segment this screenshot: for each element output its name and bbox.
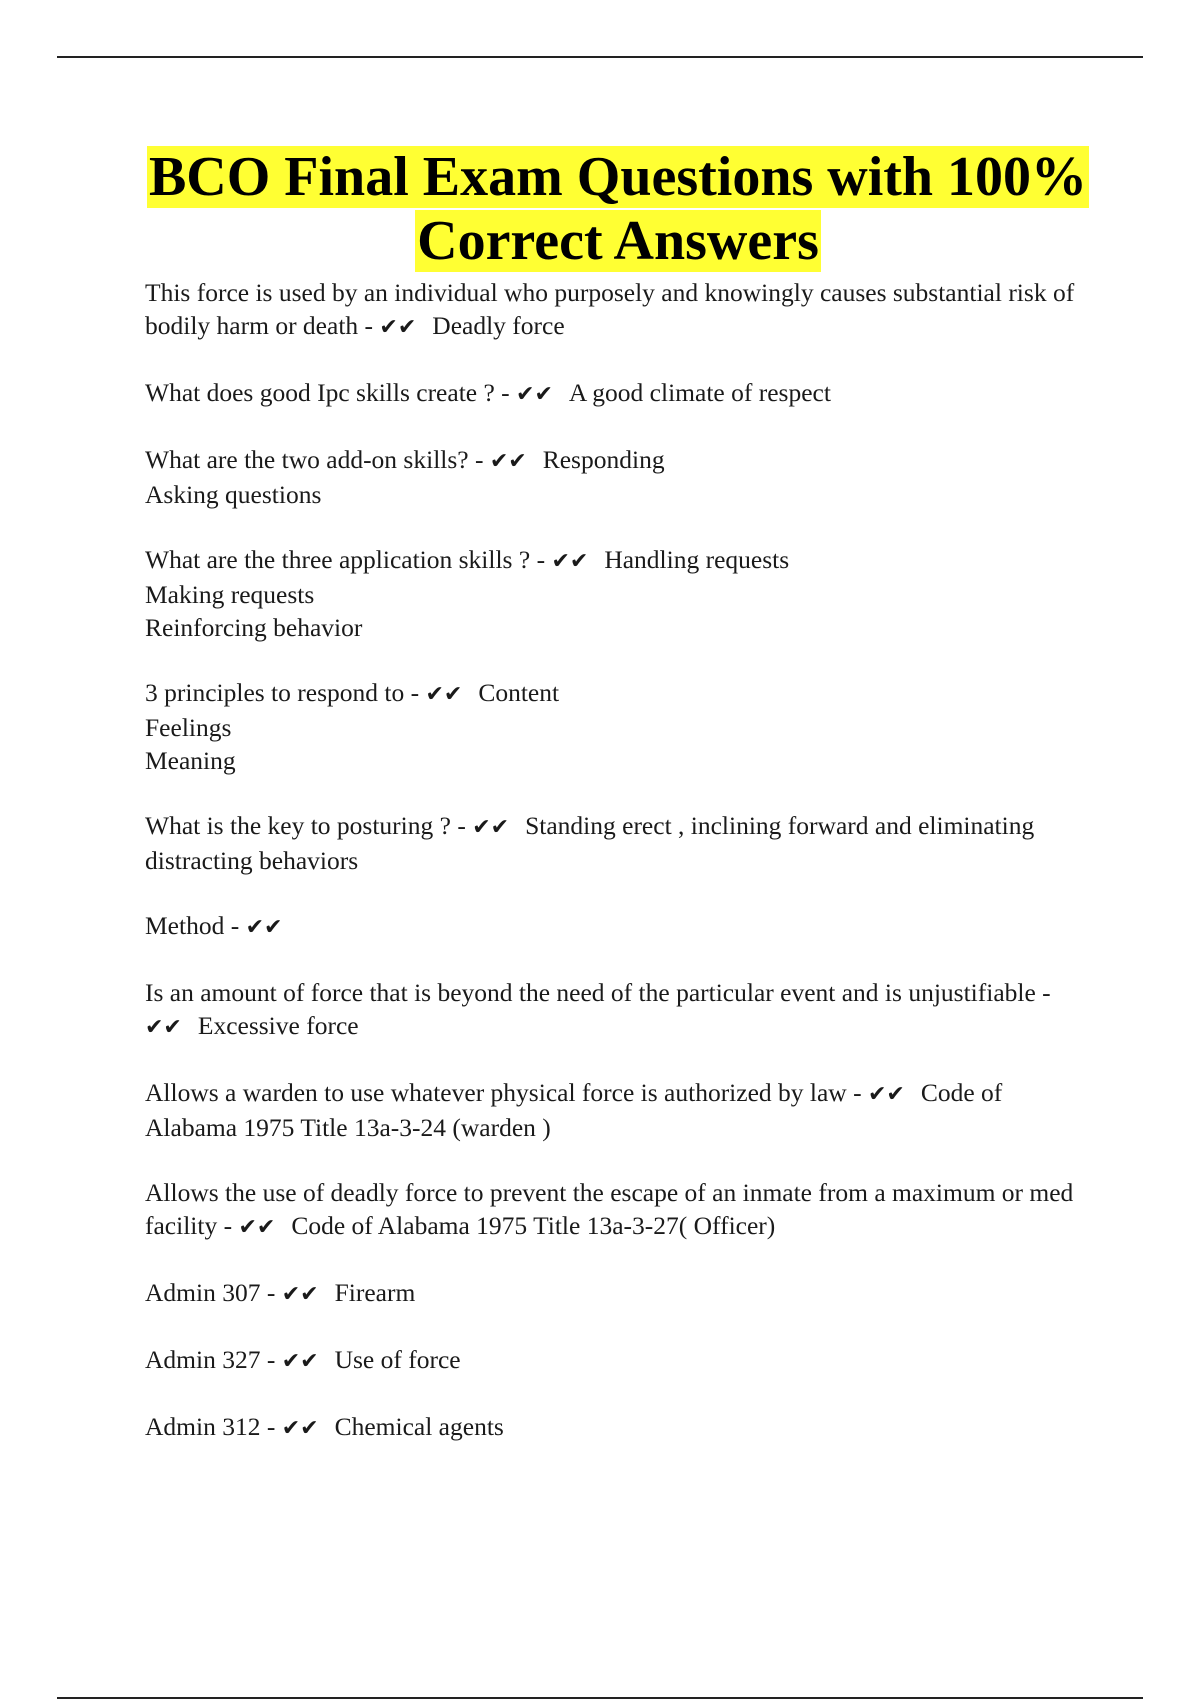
answer-line: Making requests [145,580,315,609]
qa-item [145,443,1095,511]
answer-text: Use of force [334,1345,461,1374]
question-text: Allows a warden to use whatever physical force is authorized by law [145,1078,847,1107]
separator: - [450,811,473,840]
qa-item [145,976,1095,1044]
bottom-rule [57,1697,1143,1699]
separator: - [468,445,490,474]
question-text: Admin 307 [145,1278,261,1307]
separator: - [358,311,380,340]
question-text: Admin 327 [145,1345,261,1374]
answer-line: Feelings [145,713,232,742]
double-check-icon: ✔✔ [281,1349,319,1374]
qa-first-line [145,376,1095,411]
qa-item [145,1276,1095,1311]
question-text: Admin 312 [145,1412,261,1441]
separator: - [494,378,517,407]
qa-first-line [145,1276,1095,1311]
answer-text: Standing erect , inclining forward and eliminating distracting behaviors [145,811,1035,875]
separator: - [530,545,552,574]
answer-line: Asking questions [145,480,322,509]
double-check-icon: ✔✔ [867,1082,905,1107]
qa-first-line [145,543,1095,578]
double-check-icon: ✔✔ [425,682,463,707]
double-check-icon: ✔✔ [379,315,417,340]
double-check-icon: ✔✔ [489,449,527,474]
answer-text: Excessive force [197,1011,359,1040]
answer-text: Chemical agents [334,1412,504,1441]
double-check-icon: ✔✔ [551,549,589,574]
double-check-icon: ✔✔ [281,1282,319,1307]
qa-item [145,909,1095,944]
answer-text: A good climate of respect [568,378,831,407]
answer-text: Responding [542,445,665,474]
qa-item [145,1076,1095,1144]
answer-line: Meaning [145,746,236,775]
answer-text: Handling requests [604,545,790,574]
double-check-icon: ✔✔ [281,1416,319,1441]
separator: - [260,1278,282,1307]
qa-first-line [145,1343,1095,1378]
question-text: This force is used by an individual who purposely and knowingly causes substantial risk of bodily harm or death [145,278,1075,340]
double-check-icon: ✔✔ [472,815,510,840]
qa-item [145,276,1095,344]
qa-first-line [145,276,1095,344]
separator: - [260,1345,282,1374]
qa-first-line [145,443,1095,478]
qa-first-line [145,976,1095,1044]
answer-text: Code of Alabama 1975 Title 13a-3-24 (warden ) [145,1078,1003,1142]
question-text: Method [145,911,225,940]
qa-first-line [145,1176,1095,1244]
qa-item [145,676,1095,777]
qa-first-line [145,1410,1095,1445]
question-text: What is the key to posturing ? [145,811,451,840]
qa-first-line [145,909,1095,944]
separator: - [404,678,426,707]
qa-item [145,543,1095,644]
page-title-text: BCO Final Exam Questions with 100% Correct Answers [148,146,1088,272]
question-text: Is an amount of force that is beyond the need of the particular event and is unjustifiable [145,978,1036,1007]
separator: - [224,911,246,940]
qa-item [145,809,1095,877]
double-check-icon: ✔✔ [145,1015,182,1040]
question-text: What are the three application skills ? [145,545,531,574]
qa-item [145,1343,1095,1378]
question-text: Allows the use of deadly force to prevent the escape of an inmate from a maximum or med facility [145,1178,1074,1240]
qa-list [145,276,1095,1477]
page-title [100,145,1136,273]
question-text: What does good Ipc skills create ? [145,378,495,407]
answer-line: Reinforcing behavior [145,613,363,642]
qa-item [145,376,1095,411]
separator: - [1035,978,1051,1007]
separator: - [846,1078,868,1107]
qa-first-line [145,1076,1095,1144]
double-check-icon: ✔✔ [238,1215,276,1240]
qa-item [145,1176,1095,1244]
top-rule [57,56,1143,58]
answer-text: Firearm [334,1278,416,1307]
qa-first-line [145,809,1095,877]
qa-item [145,1410,1095,1445]
answer-text: Code of Alabama 1975 Title 13a-3-27( Officer) [291,1211,776,1240]
question-text: What are the two add-on skills? [145,445,469,474]
double-check-icon: ✔✔ [245,915,283,940]
separator: - [260,1412,282,1441]
answer-text: Deadly force [432,311,565,340]
double-check-icon: ✔✔ [516,382,553,407]
answer-text: Content [478,678,560,707]
separator: - [217,1211,239,1240]
qa-first-line [145,676,1095,711]
question-text: 3 principles to respond to [145,678,405,707]
